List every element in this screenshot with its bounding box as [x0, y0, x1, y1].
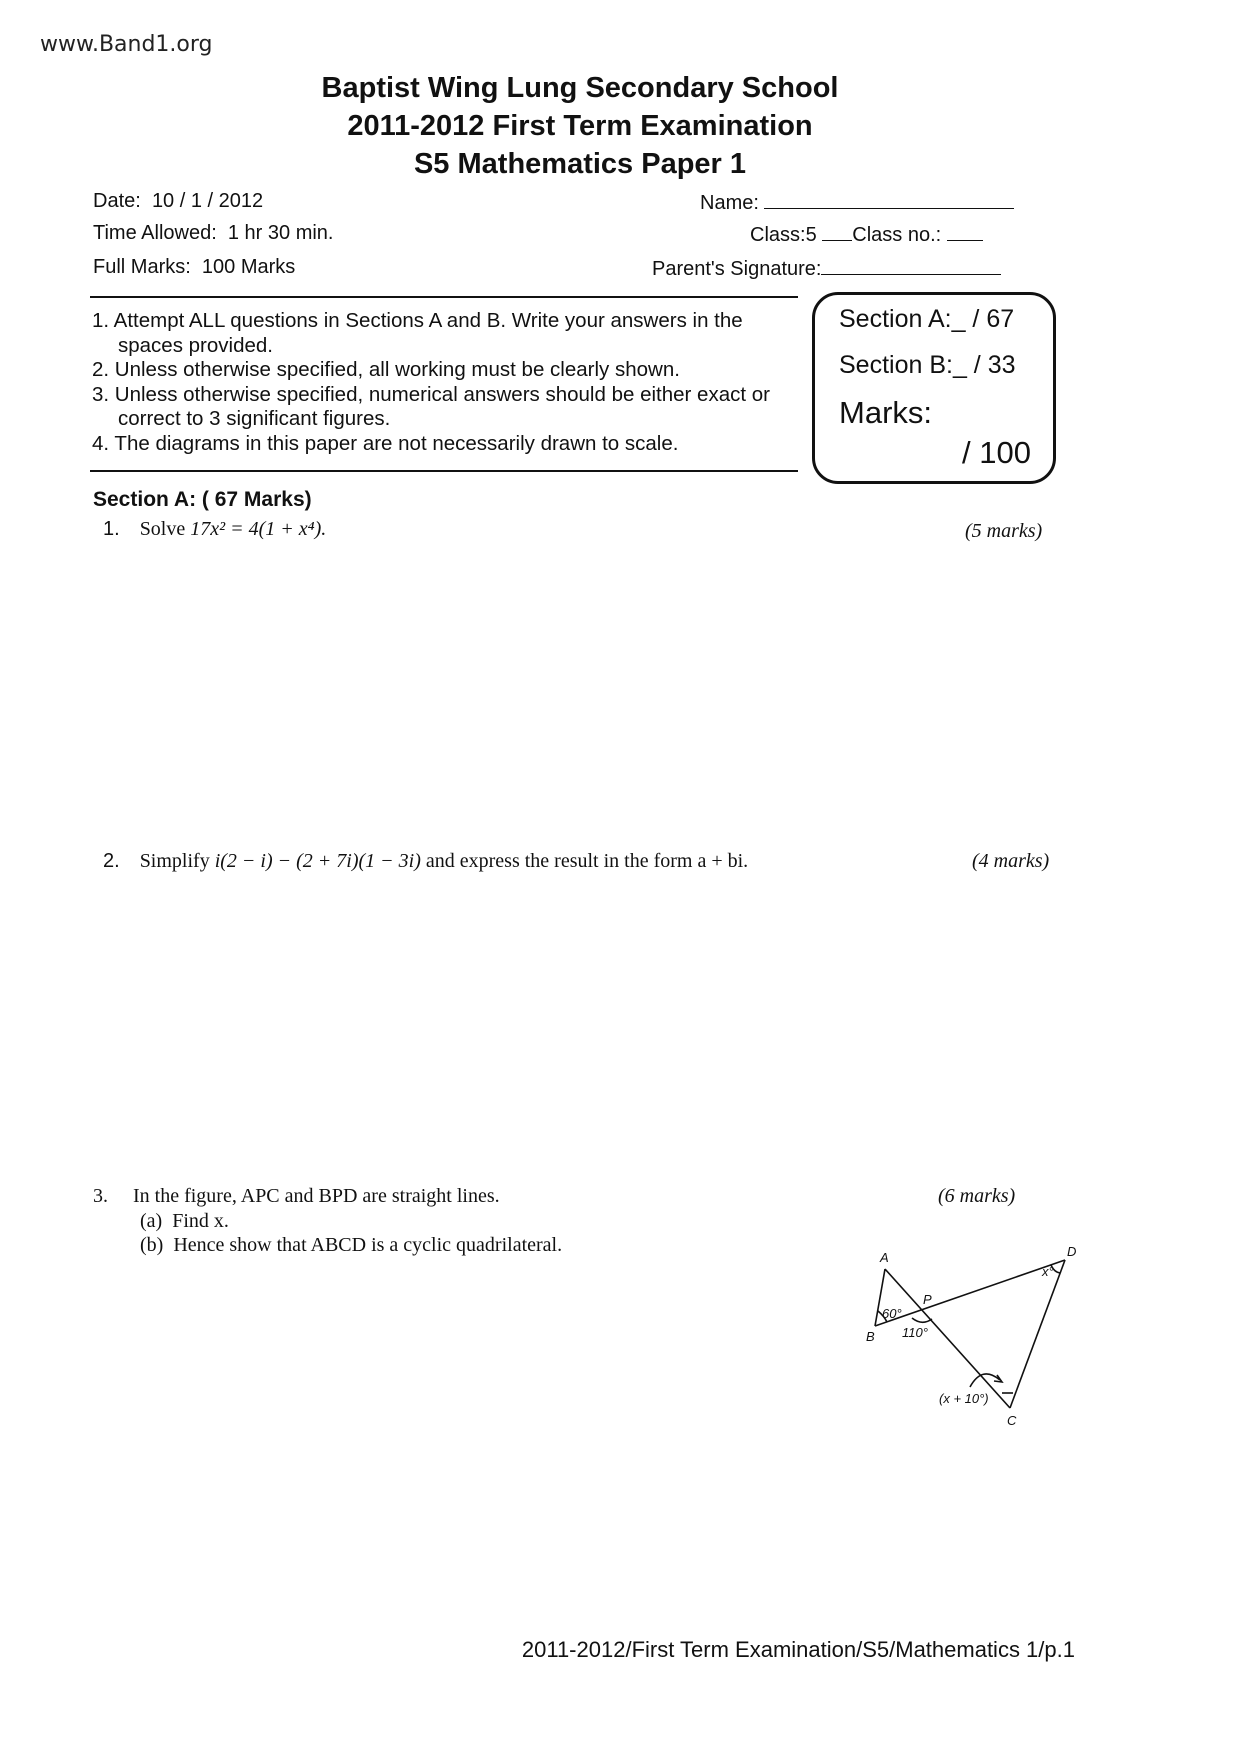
line-bpd	[875, 1260, 1065, 1326]
question-prefix: Simplify	[139, 850, 210, 872]
section-b-score[interactable]: Section B:_ / 33	[839, 351, 1016, 379]
full-marks-row	[93, 256, 295, 279]
watermark-url: www.Band1.org	[40, 32, 213, 57]
date-value: 10 / 1 / 2012	[151, 190, 264, 212]
question-suffix: and express the result in the form a + bi.	[425, 850, 749, 872]
date-row	[93, 190, 263, 213]
section-a-score[interactable]: Section A:_ / 67	[839, 305, 1015, 333]
angle-p-label: 110°	[902, 1325, 928, 1340]
class-row	[750, 222, 983, 247]
question-text: In the figure, APC and BPD are straight lines.	[133, 1185, 500, 1207]
name-row	[700, 190, 1014, 215]
paper-title: S5 Mathematics Paper 1	[413, 148, 747, 180]
divider-top	[90, 296, 798, 298]
question-2	[103, 850, 748, 873]
school-name: Baptist Wing Lung Secondary School	[321, 72, 839, 104]
full-marks-value: 100 Marks	[201, 256, 296, 278]
question-3-marks: (6 marks)	[938, 1185, 1016, 1207]
label-b: B	[866, 1329, 875, 1344]
question-3-part-a	[140, 1210, 229, 1233]
signature-row	[652, 256, 1001, 281]
question-number: 1.	[103, 518, 120, 540]
exam-title: 2011-2012 First Term Examination	[347, 110, 813, 142]
time-label: Time Allowed:	[93, 222, 217, 244]
question-1	[103, 518, 326, 541]
angle-b-label: 60°	[882, 1306, 902, 1321]
instruction-item: 4. The diagrams in this paper are not necessarily drawn to scale.	[92, 431, 679, 455]
name-label: Name:	[700, 192, 759, 214]
question-1-marks: (5 marks)	[965, 520, 1043, 542]
class-label: Class:5	[750, 224, 817, 246]
page-footer: 2011-2012/First Term Examination/S5/Mathematics 1/p.1	[521, 1637, 1075, 1662]
label-a: A	[880, 1250, 889, 1265]
time-value: 1 hr 30 min.	[227, 222, 334, 244]
part-text: Hence show that ABCD is a cyclic quadrilateral.	[173, 1234, 563, 1256]
marks-label: Marks:	[839, 395, 932, 430]
signature-label: Parent's Signature:	[652, 258, 822, 280]
question-number: 2.	[103, 850, 120, 872]
name-field[interactable]	[764, 190, 1014, 209]
part-label: (b)	[140, 1234, 164, 1256]
marks-box	[812, 292, 1056, 484]
question-expression: i(2 − i) − (2 + 7i)(1 − 3i)	[214, 850, 421, 872]
part-label: (a)	[140, 1210, 163, 1232]
question-3-part-b	[140, 1234, 562, 1257]
date-label: Date:	[93, 190, 141, 212]
class-no-label: Class no.:	[852, 224, 942, 246]
instruction-item: 1. Attempt ALL questions in Sections A and B. Write your answers in the spaces provided.	[92, 309, 743, 357]
time-row	[93, 222, 333, 245]
question-3	[93, 1185, 500, 1208]
instruction-item: 3. Unless otherwise specified, numerical answers should be either exact or correct to 3 significant figures.	[92, 382, 770, 430]
signature-field[interactable]	[821, 256, 1001, 275]
class-field[interactable]	[822, 222, 852, 241]
instructions	[92, 309, 812, 456]
full-marks-label: Full Marks:	[93, 256, 191, 278]
divider-bottom	[90, 470, 798, 472]
question-2-marks: (4 marks)	[972, 850, 1050, 872]
class-no-field[interactable]	[947, 222, 983, 241]
label-p: P	[923, 1292, 932, 1307]
question-number: 3.	[93, 1185, 108, 1207]
question-equation: 17x² = 4(1 + x⁴).	[190, 518, 327, 540]
label-c: C	[1007, 1413, 1017, 1428]
label-d: D	[1067, 1244, 1077, 1259]
section-a-heading: Section A: ( 67 Marks)	[93, 488, 312, 511]
question-prefix: Solve	[139, 518, 186, 540]
instruction-item: 2. Unless otherwise specified, all working must be clearly shown.	[92, 358, 680, 381]
part-text: Find x.	[172, 1210, 229, 1232]
total-score[interactable]: / 100	[962, 435, 1031, 470]
line-dc	[1010, 1260, 1065, 1408]
angle-c-label: (x + 10°)	[939, 1391, 989, 1406]
geometry-figure	[850, 1240, 1090, 1440]
angle-d-label: x°	[1042, 1264, 1054, 1279]
